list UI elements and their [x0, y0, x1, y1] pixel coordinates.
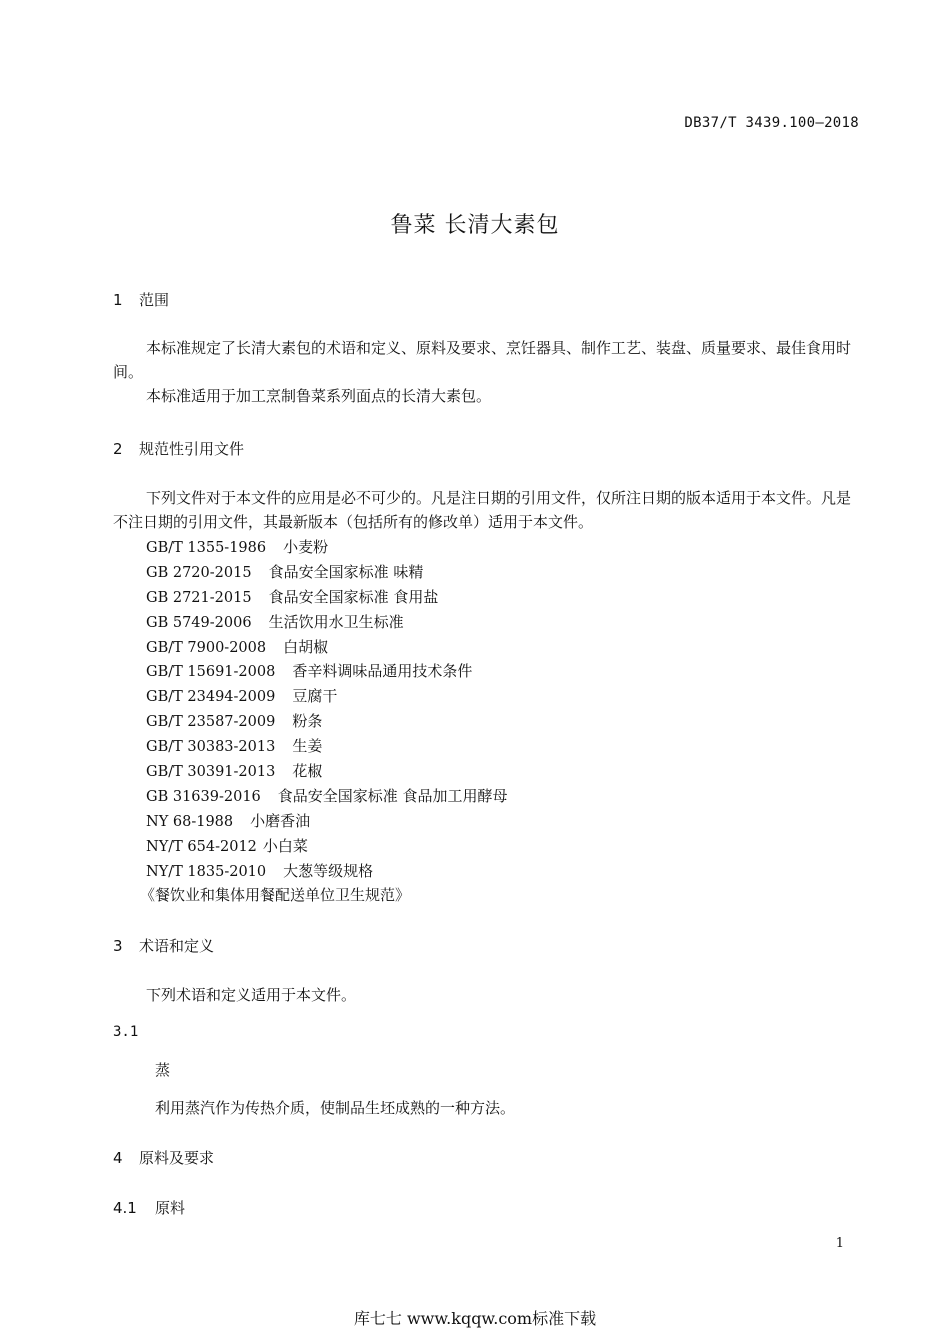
reference-name: 食品安全国家标准 食用盐 [268, 587, 439, 606]
reference-name: 生活饮用水卫生标准 [268, 612, 404, 631]
section-3-intro [113, 983, 860, 1007]
reference-code: GB 2720-2015 [146, 564, 252, 581]
section-1-heading [113, 289, 169, 310]
reference-item [146, 535, 508, 560]
applicability-paragraph: 本标准适用于加工烹制鲁菜系列面点的长清大素包。 [146, 387, 492, 405]
reference-code: GB/T 1355-1986 [146, 540, 267, 556]
reference-code: GB/T 15691-2008 [146, 664, 276, 681]
reference-item [146, 659, 508, 684]
section-1-body [113, 336, 860, 408]
reference-item [146, 684, 508, 709]
reference-item [146, 560, 508, 585]
reference-code: GB 2721-2015 [146, 589, 252, 606]
footer-watermark: 库七七 www.kqqw.com标准下载 [353, 1309, 597, 1328]
reference-code: GB/T 30383-2013 [146, 739, 276, 756]
reference-code: GB/T 23494-2009 [146, 689, 276, 706]
terms-intro-paragraph: 下列术语和定义适用于本文件。 [146, 986, 357, 1004]
section-number: 3 [113, 937, 123, 955]
reference-name: 粉条 [292, 712, 323, 731]
term-name: 蒸 [155, 1061, 171, 1079]
reference-code: GB/T 30391-2013 [146, 764, 276, 781]
section-number: 4 [113, 1149, 123, 1167]
reference-item [146, 834, 508, 859]
section-3-heading [113, 935, 214, 956]
reference-name: 食品安全国家标准 味精 [268, 562, 424, 581]
reference-name: 豆腐干 [292, 687, 338, 706]
reference-code: GB 5749-2006 [146, 614, 252, 631]
reference-name: 白胡椒 [283, 637, 329, 656]
section-4-heading [113, 1147, 214, 1168]
reference-item [146, 635, 508, 660]
reference-name: 小磨香油 [250, 811, 311, 830]
reference-item [146, 784, 508, 809]
reference-code: NY/T 1835-2010 [146, 863, 267, 880]
document-title: 鲁菜 长清大素包 [390, 213, 560, 238]
scope-paragraph: 本标准规定了长清大素包的术语和定义、原料及要求、烹饪器具、制作工艺、装盘、质量要求、最佳食用时间。 [113, 339, 852, 381]
subsection-4-1-heading [113, 1197, 185, 1218]
standard-code: DB37/T 3439.100—2018 [684, 115, 859, 131]
term-number: 3.1 [113, 1024, 139, 1040]
reference-name: 生姜 [292, 737, 323, 756]
reference-name: 《餐饮业和集体用餐配送单位卫生规范》 [140, 886, 411, 905]
reference-code: GB/T 23587-2009 [146, 714, 276, 731]
reference-name: 小麦粉 [283, 538, 329, 556]
subsection-number: 4.1 [113, 1199, 137, 1217]
reference-name: 大葱等级规格 [283, 861, 374, 880]
term-definition: 利用蒸汽作为传热介质，使制品生坯成熟的一种方法。 [155, 1099, 516, 1117]
reference-code: GB/T 7900-2008 [146, 639, 267, 656]
section-title: 原料及要求 [139, 1149, 215, 1167]
section-number: 1 [113, 291, 123, 309]
section-number: 2 [113, 440, 123, 458]
reference-code: NY/T 654-2012 [146, 838, 257, 855]
section-title: 规范性引用文件 [139, 440, 245, 458]
page-number: 1 [835, 1236, 844, 1251]
normative-intro-paragraph: 下列文件对于本文件的应用是必不可少的。凡是注日期的引用文件，仅所注日期的版本适用于本文件。凡是不注日期的引用文件，其最新版本（包括所有的修改单）适用于本文件。 [113, 489, 852, 531]
reference-item-extra [140, 883, 508, 908]
reference-item [146, 759, 508, 784]
reference-name: 小白菜 [262, 836, 308, 855]
reference-item [146, 859, 508, 884]
subsection-title: 原料 [155, 1199, 186, 1217]
reference-name: 食品安全国家标准 食品加工用酵母 [277, 786, 508, 805]
section-title: 术语和定义 [139, 937, 215, 955]
reference-name: 香辛料调味品通用技术条件 [292, 662, 473, 681]
reference-item [146, 809, 508, 834]
reference-item [146, 610, 508, 635]
section-2-heading [113, 438, 244, 459]
reference-code: NY 68-1988 [146, 813, 234, 830]
reference-code: GB 31639-2016 [146, 788, 261, 805]
section-title: 范围 [139, 291, 170, 309]
section-2-intro [113, 486, 860, 534]
reference-list [140, 535, 508, 908]
reference-item [146, 734, 508, 759]
reference-item [146, 585, 508, 610]
reference-name: 花椒 [292, 762, 323, 781]
reference-item [146, 709, 508, 734]
